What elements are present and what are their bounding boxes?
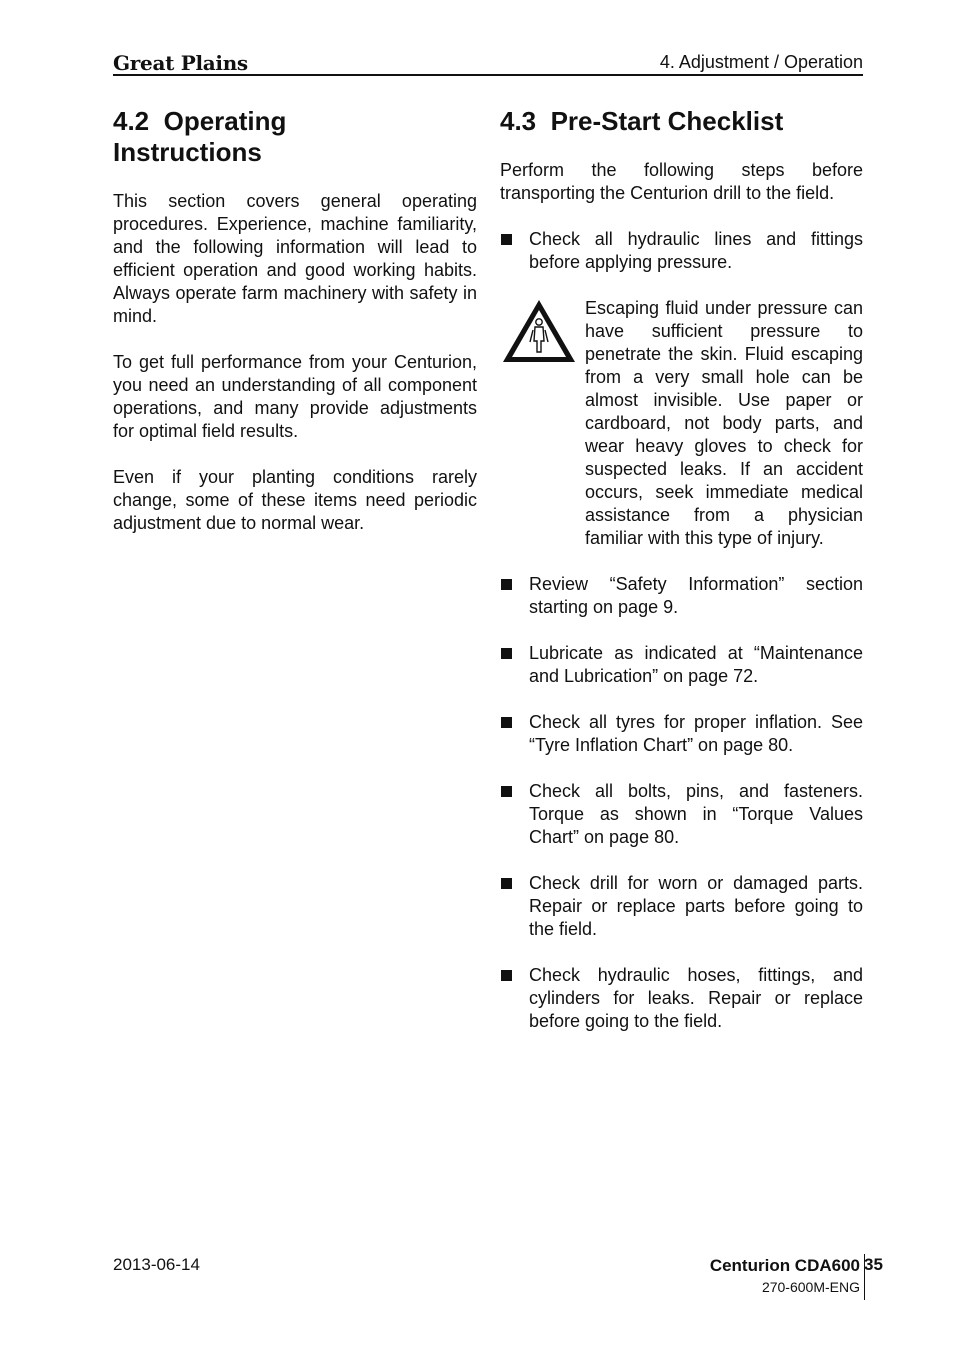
- checklist-item-text: Review “Safety Information” section starting on page 9.: [529, 574, 863, 617]
- checklist-item: [500, 573, 863, 619]
- footer-product-name: Centurion CDA600: [709, 1256, 860, 1275]
- footer-doc-number: 270-600M-ENG: [761, 1279, 860, 1295]
- checklist-item: [500, 228, 863, 274]
- checklist-item-text: Check hydraulic hoses, fittings, and cylinders for leaks. Repair or replace before going to the field.: [529, 965, 863, 1031]
- checklist-item: [500, 642, 863, 688]
- paragraph-2: To get full performance from your Centurion, you need an understanding of all component operations, and many provide adjustments for optimal field results.: [113, 352, 477, 441]
- checklist-item-text: Check all hydraulic lines and fittings before applying pressure.: [529, 229, 863, 272]
- heading-line-2: Instructions: [113, 137, 262, 167]
- checklist-intro: Perform the following steps before transporting the Centurion drill to the field.: [500, 160, 863, 203]
- right-column: [500, 106, 863, 1056]
- left-column: [113, 106, 477, 558]
- checklist: [500, 228, 863, 274]
- checklist-item-text: Check all bolts, pins, and fasteners. Torque as shown in “Torque Values Chart” on page 80.: [529, 781, 863, 847]
- heading-line-1: 4.2 Operating: [113, 106, 287, 136]
- checklist-item: [500, 872, 863, 941]
- checklist-continued: [500, 573, 863, 1033]
- warning-triangle-icon: [500, 297, 578, 365]
- checklist-item-text: Check drill for worn or damaged parts. Repair or replace parts before going to the field.: [529, 873, 863, 939]
- square-bullet-icon: [501, 717, 512, 728]
- checklist-item-text: Lubricate as indicated at “Maintenance and Lubrication” on page 72.: [529, 643, 863, 686]
- page-header: [113, 50, 863, 76]
- footer-date: 2013-06-14: [113, 1255, 200, 1274]
- paragraph-1: This section covers general operating procedures. Experience, machine familiarity, and the following information will lead to efficient operation and good working habits. Always operate farm machinery with safety in mind.: [113, 191, 477, 326]
- section-heading-pre-start-checklist: 4.3 Pre-Start Checklist: [500, 106, 784, 136]
- checklist-item: [500, 711, 863, 757]
- square-bullet-icon: [501, 970, 512, 981]
- brand-logo-text: Great Plains: [113, 51, 248, 75]
- square-bullet-icon: [501, 786, 512, 797]
- checklist-item: [500, 780, 863, 849]
- warning-text: Escaping fluid under pressure can have sufficient pressure to penetrate the skin. Fluid escaping from a very small hole can be almost invisible. Use paper or cardboard, not body parts, and wear heavy gloves to check for suspected leaks. If an accident occurs, seek immediate medical assistance from a physician familiar with this type of injury.: [585, 298, 863, 548]
- square-bullet-icon: [501, 579, 512, 590]
- paragraph-3: Even if your planting conditions rarely change, some of these items need periodic adjustment due to normal wear.: [113, 467, 477, 533]
- checklist-item: [500, 964, 863, 1033]
- chapter-label: 4. Adjustment / Operation: [659, 52, 863, 72]
- checklist-item-text: Check all tyres for proper inflation. See “Tyre Inflation Chart” on page 80.: [529, 712, 863, 755]
- square-bullet-icon: [501, 878, 512, 889]
- footer-product-block: [650, 1254, 865, 1300]
- page-number: 35: [864, 1255, 883, 1274]
- square-bullet-icon: [501, 648, 512, 659]
- square-bullet-icon: [501, 234, 512, 245]
- warning-block: [500, 297, 863, 550]
- section-heading-operating-instructions: [113, 106, 477, 168]
